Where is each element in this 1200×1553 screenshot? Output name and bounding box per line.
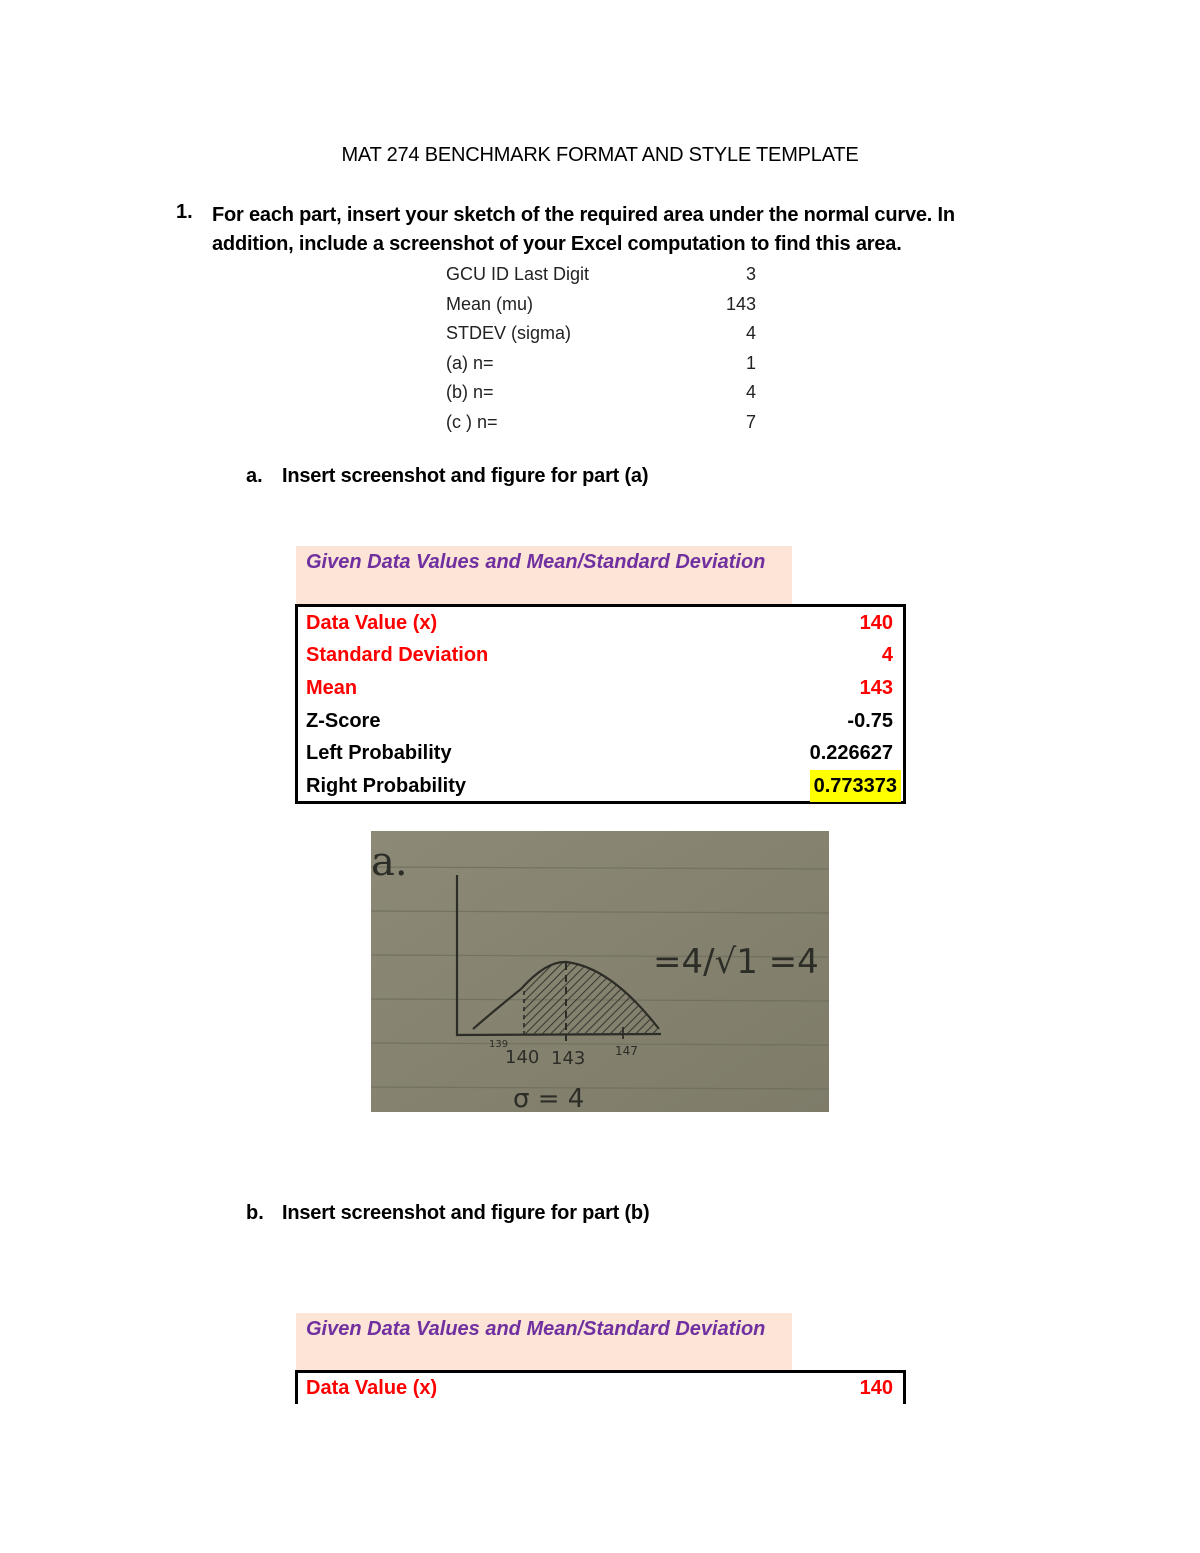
given-value: 143 [725, 293, 756, 314]
page-title: MAT 274 BENCHMARK FORMAT AND STYLE TEMPLATE [341, 144, 859, 166]
row-value: 4 [881, 644, 893, 667]
given-label: STDEV (sigma) [446, 323, 572, 344]
row-value: -0.75 [847, 709, 893, 732]
part-a-excel-header: Given Data Values and Mean/Standard Deviation [296, 546, 792, 604]
row-value: 140 [859, 611, 893, 634]
table-row [298, 737, 903, 770]
tick-label-left: 139 [489, 1039, 509, 1050]
part-a-excel-table [295, 604, 906, 804]
sketch-photo [371, 831, 829, 1112]
part-a-label: a. [246, 465, 263, 487]
table-row [298, 705, 903, 738]
table-row [298, 607, 903, 640]
row-value: 140 [859, 1377, 893, 1399]
given-row [446, 378, 756, 408]
row-label: Data Value (x) [306, 1377, 438, 1399]
sketch-formula: =4/√1 =4 [653, 942, 819, 982]
row-value: 0.226627 [809, 742, 893, 765]
given-value: 1 [745, 352, 756, 373]
row-label: Data Value (x) [306, 611, 438, 634]
part-b-label: b. [246, 1202, 264, 1224]
given-values-list [446, 260, 756, 438]
given-value: 7 [745, 411, 756, 432]
sketch-letter: a. [371, 839, 408, 885]
row-label: Right Probability [306, 774, 466, 797]
given-value: 3 [745, 264, 756, 284]
row-label: Z-Score [306, 709, 381, 732]
given-row [446, 290, 756, 320]
given-value: 4 [745, 382, 756, 403]
given-label: (a) n= [446, 352, 494, 373]
row-label: Standard Deviation [306, 644, 489, 667]
given-row [446, 319, 756, 349]
tick-label-x: 140 [505, 1047, 540, 1068]
table-row [298, 640, 903, 673]
highlighted-result: 0.773373 [810, 770, 901, 802]
sketch-sigma: σ = 4 [513, 1084, 585, 1112]
given-label: Mean (mu) [446, 293, 534, 314]
row-value: 143 [859, 676, 893, 699]
given-label: (b) n= [446, 382, 494, 403]
tick-label-right: 147 [615, 1044, 638, 1058]
tick-label-mean: 143 [551, 1048, 586, 1069]
question-text: For each part, insert your sketch of the required area under the normal curve. In addition, include a screenshot of your Excel computation to find this area. [212, 204, 955, 255]
given-label: GCU ID Last Digit [446, 264, 590, 284]
table-row [298, 770, 903, 803]
part-b-text: Insert screenshot and figure for part (b) [282, 1202, 650, 1224]
given-row [446, 408, 756, 438]
row-label: Left Probability [306, 742, 452, 765]
question-number: 1. [176, 201, 193, 223]
given-row [446, 260, 756, 290]
table-row [298, 672, 903, 705]
given-label: (c ) n= [446, 411, 498, 432]
part-b-excel-table [295, 1370, 906, 1404]
part-a-text: Insert screenshot and figure for part (a) [282, 465, 649, 487]
given-value: 4 [745, 323, 756, 344]
part-b-excel-header: Given Data Values and Mean/Standard Deviation [296, 1313, 792, 1370]
row-label: Mean [306, 676, 358, 699]
given-row [446, 349, 756, 379]
table-row [298, 1373, 903, 1404]
